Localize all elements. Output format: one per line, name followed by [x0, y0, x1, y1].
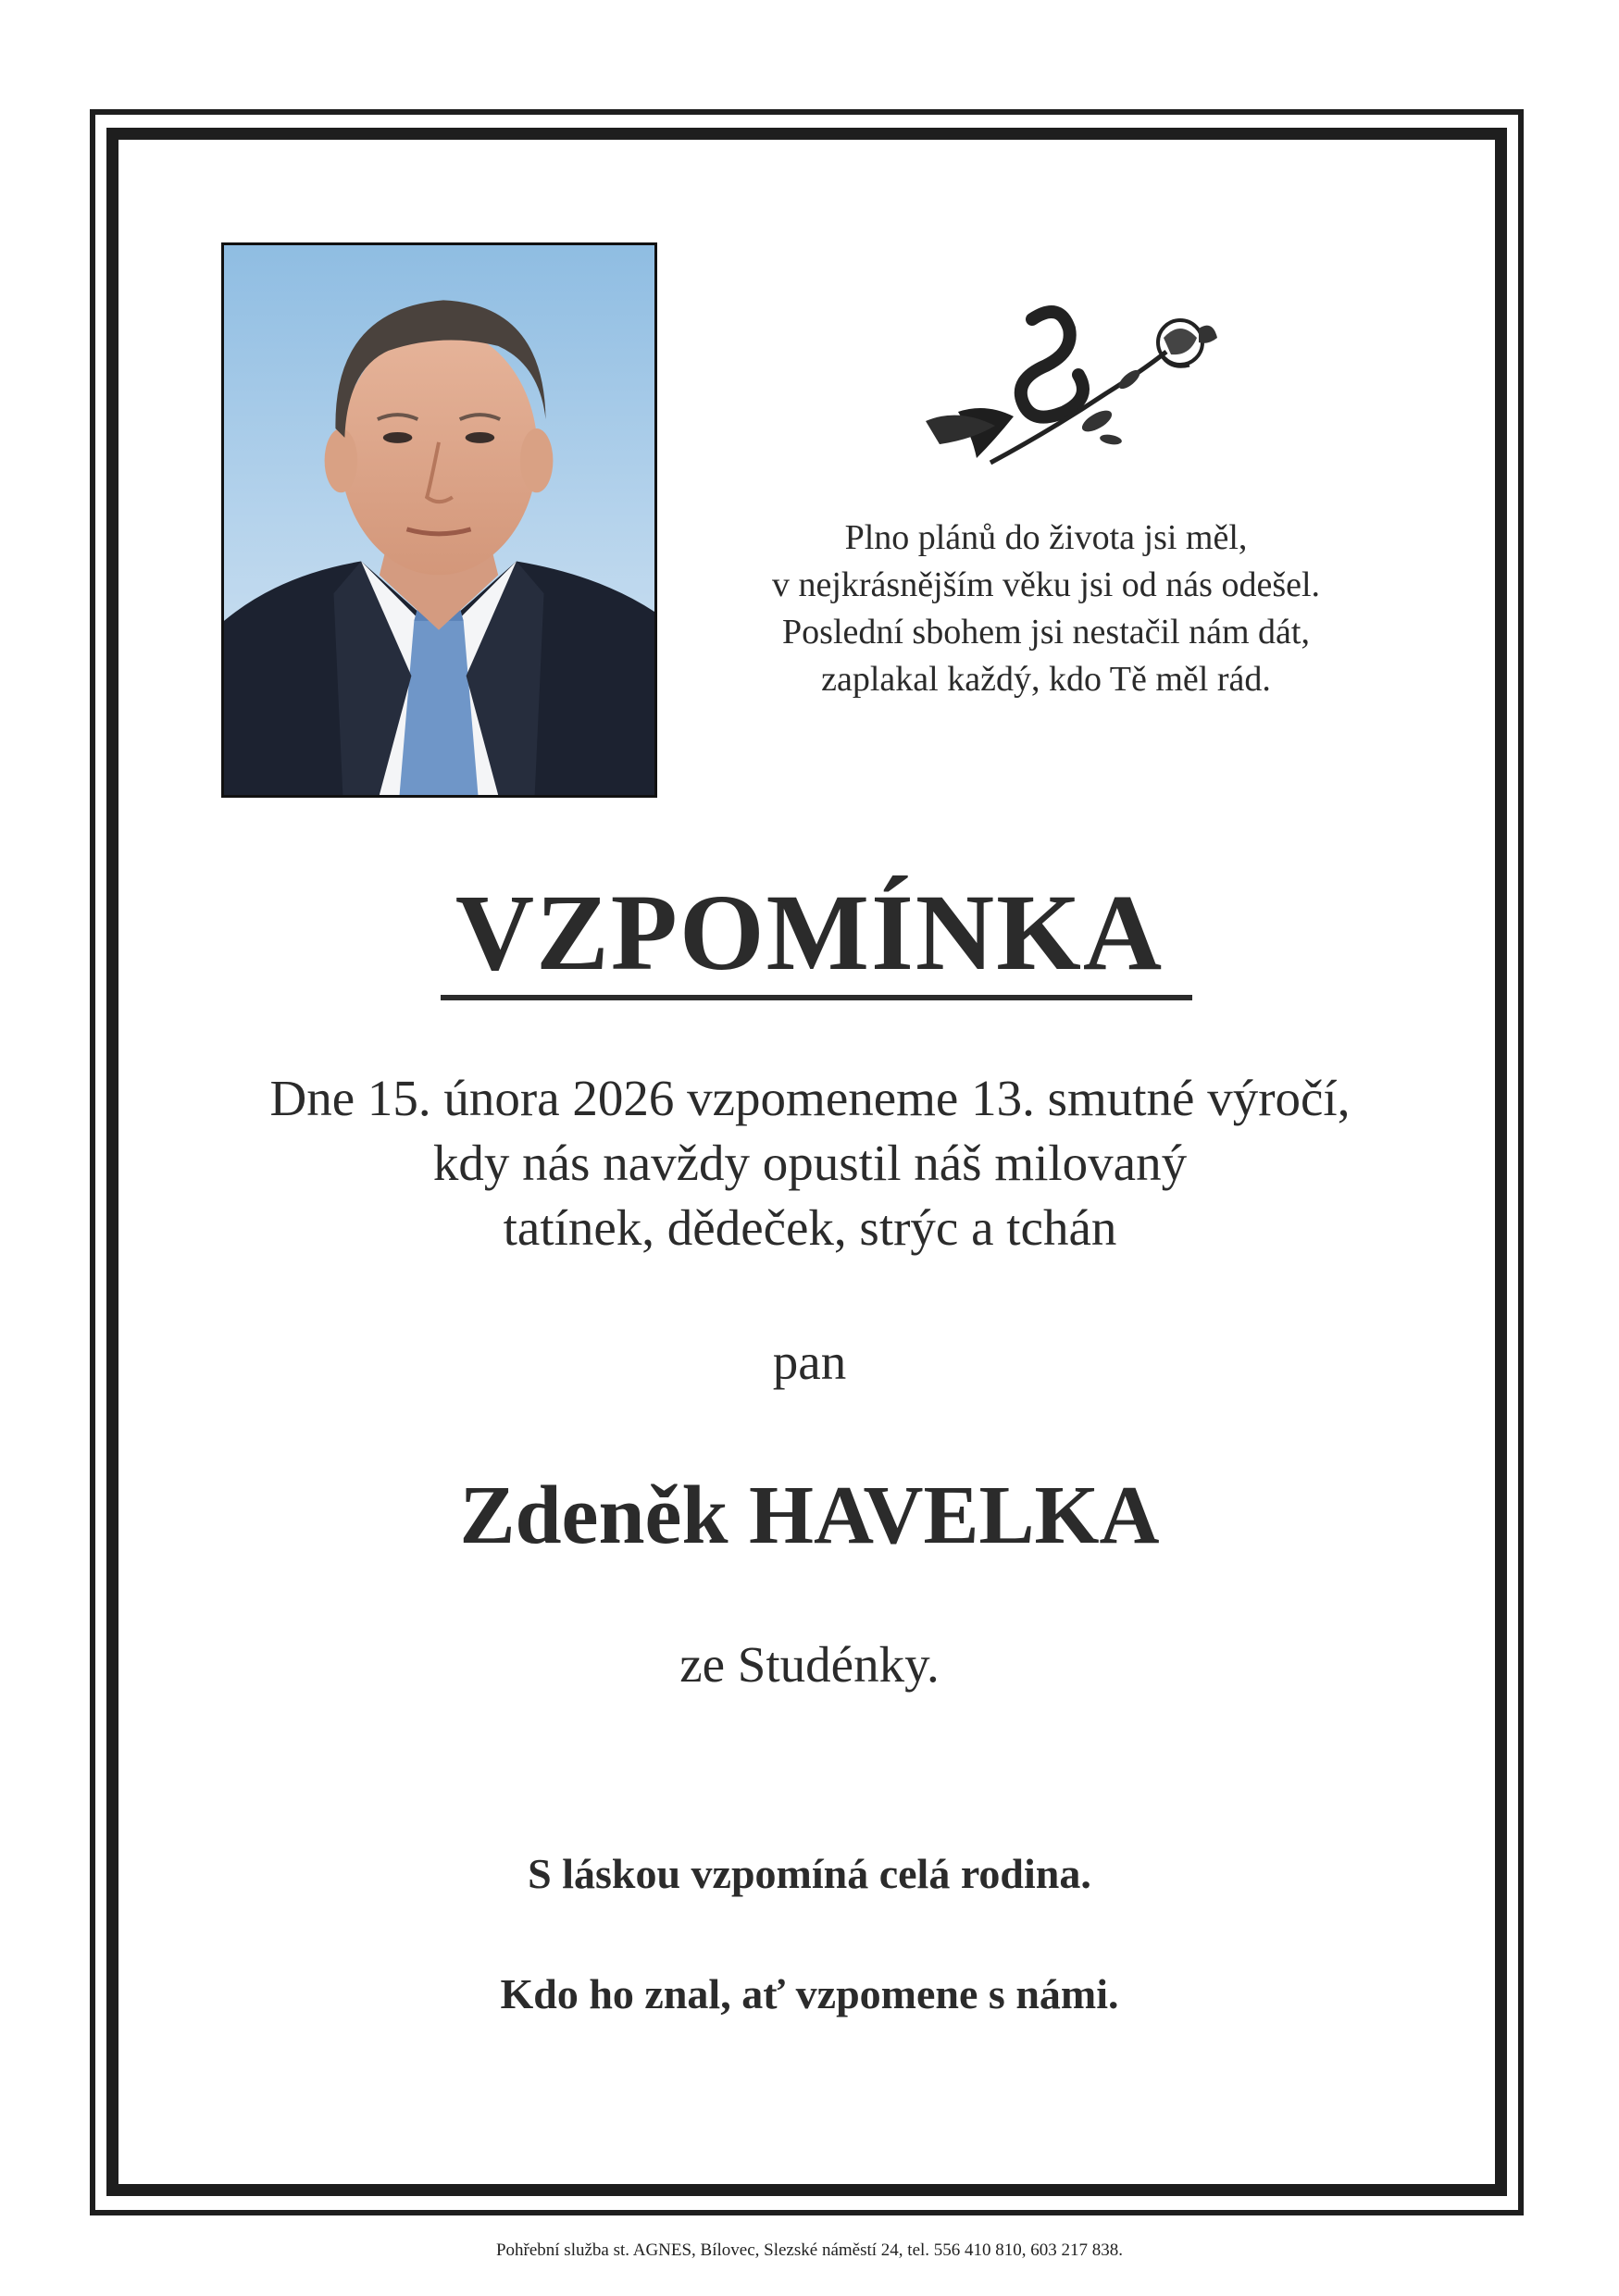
portrait-photo [221, 242, 657, 798]
funeral-service-footer: Pohřební služba st. AGNES, Bílovec, Slezské náměstí 24, tel. 556 410 810, 603 217 838. [495, 2240, 1124, 2260]
honorific: pan [772, 1334, 847, 1390]
poem-line: Plno plánů do života jsi měl, [844, 518, 1248, 557]
deceased-name: Zdeněk HAVELKA [459, 1470, 1160, 1561]
announcement-line: tatínek, dědeček, strýc a tchán [503, 1199, 1117, 1256]
poem-line: Poslední sbohem jsi nestačil nám dát, [782, 613, 1310, 652]
portrait-photo-drawing [224, 245, 654, 795]
title-underline [441, 995, 1192, 1000]
rose-ribbon-drawing [921, 301, 1227, 472]
anniversary-announcement [130, 1066, 1490, 1260]
remembrance-invitation: Kdo ho znal, ať vzpomene s námi. [500, 1970, 1119, 2017]
announcement-line: Dne 15. února 2026 vzpomeneme 13. smutné výročí, [269, 1070, 1351, 1126]
rose-ribbon-icon [921, 301, 1227, 472]
family-remembrance: S láskou vzpomíná celá rodina. [528, 1850, 1091, 1897]
poem-line: v nejkrásnějším věku jsi od nás odešel. [771, 565, 1321, 604]
poem-line: zaplakal každý, kdo Tě měl rád. [821, 660, 1271, 699]
announcement-line: kdy nás navždy opustil náš milovaný [432, 1135, 1188, 1191]
memorial-poem [685, 515, 1407, 703]
page-title: VZPOMÍNKA [455, 872, 1164, 993]
origin-place: ze Studénky. [679, 1636, 940, 1693]
